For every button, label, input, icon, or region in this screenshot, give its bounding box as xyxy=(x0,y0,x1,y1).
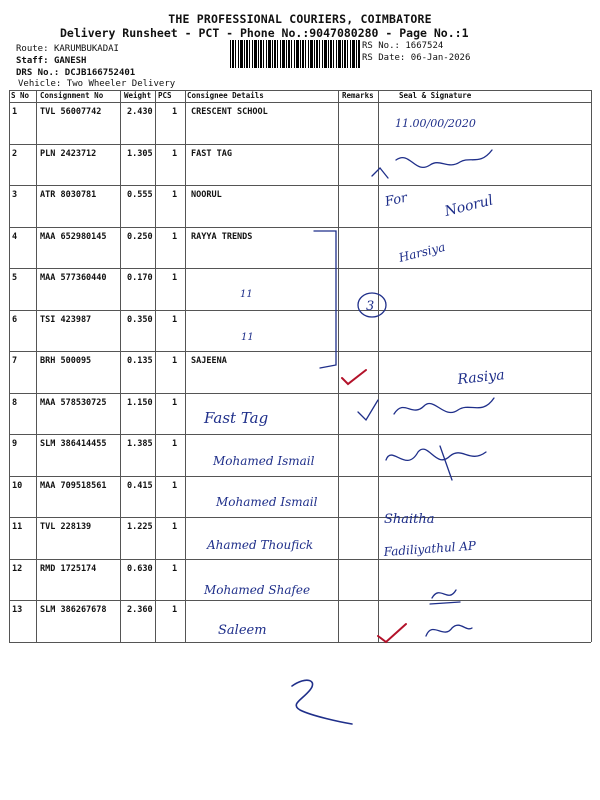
row11-signature: Fadiliyathul AP xyxy=(383,538,477,559)
row7-red-tick xyxy=(342,370,366,384)
cell-weight: 2.430 xyxy=(127,107,153,117)
col-seal-signature: Seal & Signature xyxy=(399,91,472,100)
cell-consignee: RAYYA TRENDS xyxy=(191,231,253,242)
company-title: THE PROFESSIONAL COURIERS, COIMBATORE xyxy=(168,12,432,26)
rs-no-value: 1667524 xyxy=(405,41,444,51)
cell-cno: MAA 578530725 xyxy=(40,397,107,408)
cell-cno: ATR 8030781 xyxy=(40,190,97,200)
cell-weight: 2.360 xyxy=(127,605,153,615)
cell-cno: MAA 709518561 xyxy=(40,480,107,491)
cell-sno: 13 xyxy=(12,605,23,615)
rs-date-value: 06-Jan-2026 xyxy=(410,53,471,63)
cell-pcs: 1 xyxy=(172,231,178,242)
cell-weight: 0.135 xyxy=(127,356,153,366)
row13-signature-scribble xyxy=(426,625,472,636)
cell-cno: MAA 652980145 xyxy=(40,231,107,242)
staff-value: GANESH xyxy=(53,56,87,66)
row8-consignee-hand: Fast Tag xyxy=(204,409,269,427)
cell-sno: 2 xyxy=(12,148,18,159)
cell-sno: 12 xyxy=(12,563,23,574)
cell-weight: 0.170 xyxy=(127,273,153,283)
cell-sno: 3 xyxy=(12,190,18,200)
row1-signature: 11.00/00/2020 xyxy=(395,117,476,130)
rs-date-label: RS Date: xyxy=(362,53,406,63)
cell-weight: 0.415 xyxy=(127,480,153,491)
cell-cno: SLM 386267678 xyxy=(40,605,107,615)
col-weight: Weight xyxy=(124,91,152,100)
cell-pcs: 1 xyxy=(172,605,178,615)
cell-cno: PLN 2423712 xyxy=(40,148,97,159)
row7-signature: Rasiya xyxy=(456,367,506,388)
row10-consignee-hand: Mohamed Ismail xyxy=(216,495,318,509)
drs-label: DRS No.: xyxy=(16,68,60,78)
drs-value: DCJB166752401 xyxy=(64,68,136,78)
cell-weight: 1.305 xyxy=(127,148,153,159)
row8-signature-scribble xyxy=(394,398,494,414)
row6-note: 11 xyxy=(241,332,254,343)
cell-consignee: FAST TAG xyxy=(191,148,232,159)
cell-pcs: 1 xyxy=(172,563,178,574)
cell-consignee: CRESCENT SCHOOL xyxy=(191,107,268,117)
cell-pcs: 1 xyxy=(172,148,178,159)
bottom-signature xyxy=(292,680,352,724)
cell-pcs: 1 xyxy=(172,356,178,366)
cell-weight: 1.385 xyxy=(127,439,153,449)
row3-signature-for: For xyxy=(383,190,409,210)
row5-note: 11 xyxy=(240,289,253,300)
row12-consignee-hand: Mohamed Shafee xyxy=(204,583,311,597)
cell-weight: 1.150 xyxy=(127,397,153,408)
cell-weight: 0.555 xyxy=(127,190,153,200)
cell-sno: 10 xyxy=(12,480,23,491)
cell-pcs: 1 xyxy=(172,522,178,532)
cell-sno: 4 xyxy=(12,231,18,242)
row2-signature-scribble xyxy=(372,150,492,178)
row3-signature-name: Noorul xyxy=(443,192,495,220)
row13-consignee-hand: Saleem xyxy=(218,623,267,638)
cell-pcs: 1 xyxy=(172,190,178,200)
cell-weight: 0.350 xyxy=(127,314,153,325)
circled-number: 3 xyxy=(366,299,375,314)
row11-consignee-hand: Ahamed Thoufick xyxy=(207,538,314,552)
cell-cno: TVL 56007742 xyxy=(40,107,102,117)
rs-no-label: RS No.: xyxy=(362,41,400,51)
cell-cno: BRH 500095 xyxy=(40,356,92,366)
cell-cno: SLM 386414455 xyxy=(40,439,107,449)
cell-weight: 0.630 xyxy=(127,563,153,574)
col-sno: S No xyxy=(11,91,30,100)
vehicle-label: Vehicle: xyxy=(18,79,62,89)
row10-signature: Shaitha xyxy=(384,512,435,527)
cell-weight: 0.250 xyxy=(127,231,153,242)
col-remarks: Remarks xyxy=(342,91,374,100)
cell-cno: RMD 1725174 xyxy=(40,563,97,574)
cell-sno: 1 xyxy=(12,107,18,117)
row12-signature-scribble xyxy=(430,590,460,604)
cell-cno: TSI 423987 xyxy=(40,314,92,325)
cell-sno: 9 xyxy=(12,439,18,449)
cell-pcs: 1 xyxy=(172,273,178,283)
cell-weight: 1.225 xyxy=(127,522,153,532)
vehicle-value: Two Wheeler Delivery xyxy=(66,79,176,89)
cell-pcs: 1 xyxy=(172,397,178,408)
row4-signature: Harsiya xyxy=(397,239,447,265)
cell-sno: 5 xyxy=(12,273,18,283)
cell-consignee: NOORUL xyxy=(191,190,222,200)
cell-pcs: 1 xyxy=(172,314,178,325)
staff-label: Staff: xyxy=(16,56,49,66)
row8-checkmark xyxy=(358,400,378,420)
cell-sno: 6 xyxy=(12,314,18,325)
cell-cno: TVL 228139 xyxy=(40,522,92,532)
cell-pcs: 1 xyxy=(172,107,178,117)
cell-sno: 11 xyxy=(12,522,23,532)
cell-consignee: SAJEENA xyxy=(191,356,227,366)
route-label: Route: xyxy=(16,44,49,54)
runsheet-subtitle: Delivery Runsheet - PCT - Phone No.:9047080280 - Page No.:1 xyxy=(60,26,469,40)
col-pcs: PCS xyxy=(158,91,172,100)
row9-signature-scribble xyxy=(386,446,486,480)
cell-pcs: 1 xyxy=(172,439,178,449)
col-consignee: Consignee Details xyxy=(187,91,264,100)
cell-sno: 7 xyxy=(12,356,18,366)
col-consignment: Consignment No xyxy=(40,91,104,100)
cell-sno: 8 xyxy=(12,397,18,408)
cell-pcs: 1 xyxy=(172,480,178,491)
row13-red-tick xyxy=(378,624,406,642)
row9-consignee-hand: Mohamed Ismail xyxy=(213,454,315,468)
route-value: KARUMBUKADAI xyxy=(53,44,119,54)
bracket-mark xyxy=(314,231,336,368)
cell-cno: MAA 577360440 xyxy=(40,273,107,283)
